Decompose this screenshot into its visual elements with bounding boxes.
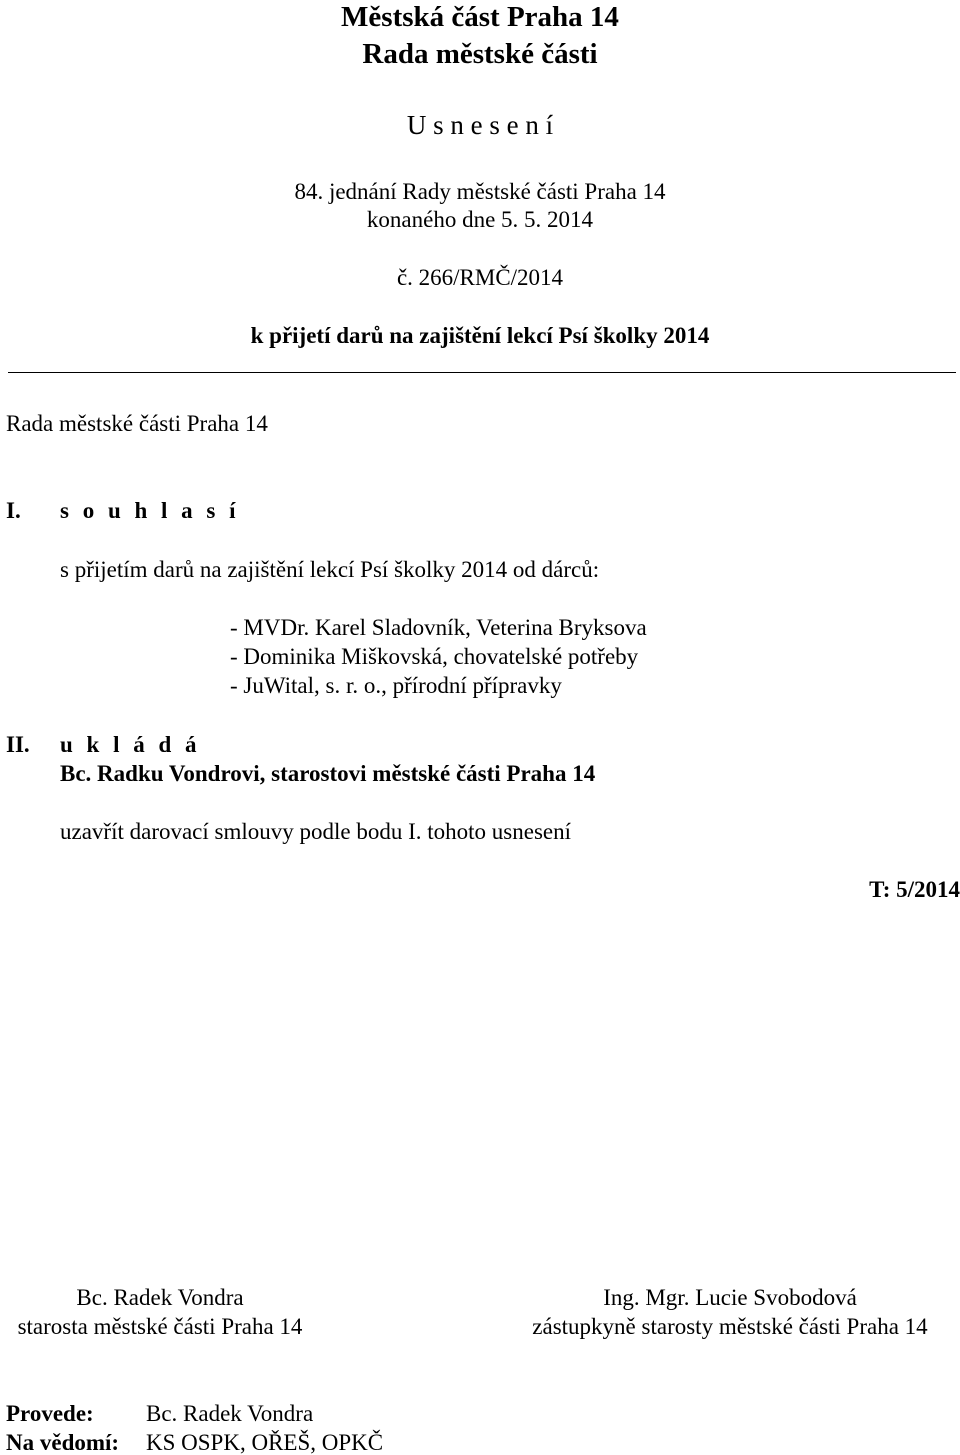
section-1-text: s přijetím darů na zajištění lekcí Psí školky 2014 od dárců:: [60, 557, 600, 582]
na-vedomi-value: KS OSPK, OŘEŠ, OPKČ: [146, 1430, 384, 1455]
resolution-subject: k přijetí darů na zajištění lekcí Psí školky 2014: [250, 323, 710, 348]
resolution-number: č. 266/RMČ/2014: [396, 265, 564, 290]
donor-item: - MVDr. Karel Sladovník, Veterina Bryksova: [230, 615, 647, 640]
signature-left-name: Bc. Radek Vondra: [76, 1285, 244, 1310]
section-2-numeral: II.: [6, 732, 30, 757]
meeting-date: konaného dne 5. 5. 2014: [366, 207, 594, 232]
donor-item: - JuWital, s. r. o., přírodní přípravky: [230, 673, 562, 698]
document-heading-municipality: Městská část Praha 14: [341, 1, 619, 33]
section-2-task: uzavřít darovací smlouvy podle bodu I. tohoto usnesení: [60, 819, 572, 844]
section-2-verb: u k l á d á: [60, 732, 201, 757]
meeting-line: 84. jednání Rady městské části Praha 14: [294, 179, 666, 204]
document-type: U s n e s e n í: [406, 110, 554, 140]
signature-right-name: Ing. Mgr. Lucie Svobodová: [603, 1285, 857, 1310]
provede-label: Provede:: [6, 1401, 94, 1426]
provede-value: Bc. Radek Vondra: [146, 1401, 314, 1426]
council-name: Rada městské části Praha 14: [6, 411, 268, 436]
section-1-numeral: I.: [6, 498, 21, 523]
donor-item: - Dominika Miškovská, chovatelské potřeby: [230, 644, 639, 669]
header-divider: [8, 372, 956, 373]
section-1-verb: s o u h l a s í: [60, 498, 240, 523]
document-heading-council: Rada městské části: [362, 38, 598, 70]
signature-left-role: starosta městské části Praha 14: [17, 1314, 303, 1339]
deadline: T: 5/2014: [869, 877, 960, 902]
section-2-addressee: Bc. Radku Vondrovi, starostovi městské části Praha 14: [60, 761, 596, 786]
signature-right-role: zástupkyně starosty městské části Praha 14: [532, 1314, 928, 1339]
na-vedomi-label: Na vědomí:: [6, 1430, 120, 1455]
